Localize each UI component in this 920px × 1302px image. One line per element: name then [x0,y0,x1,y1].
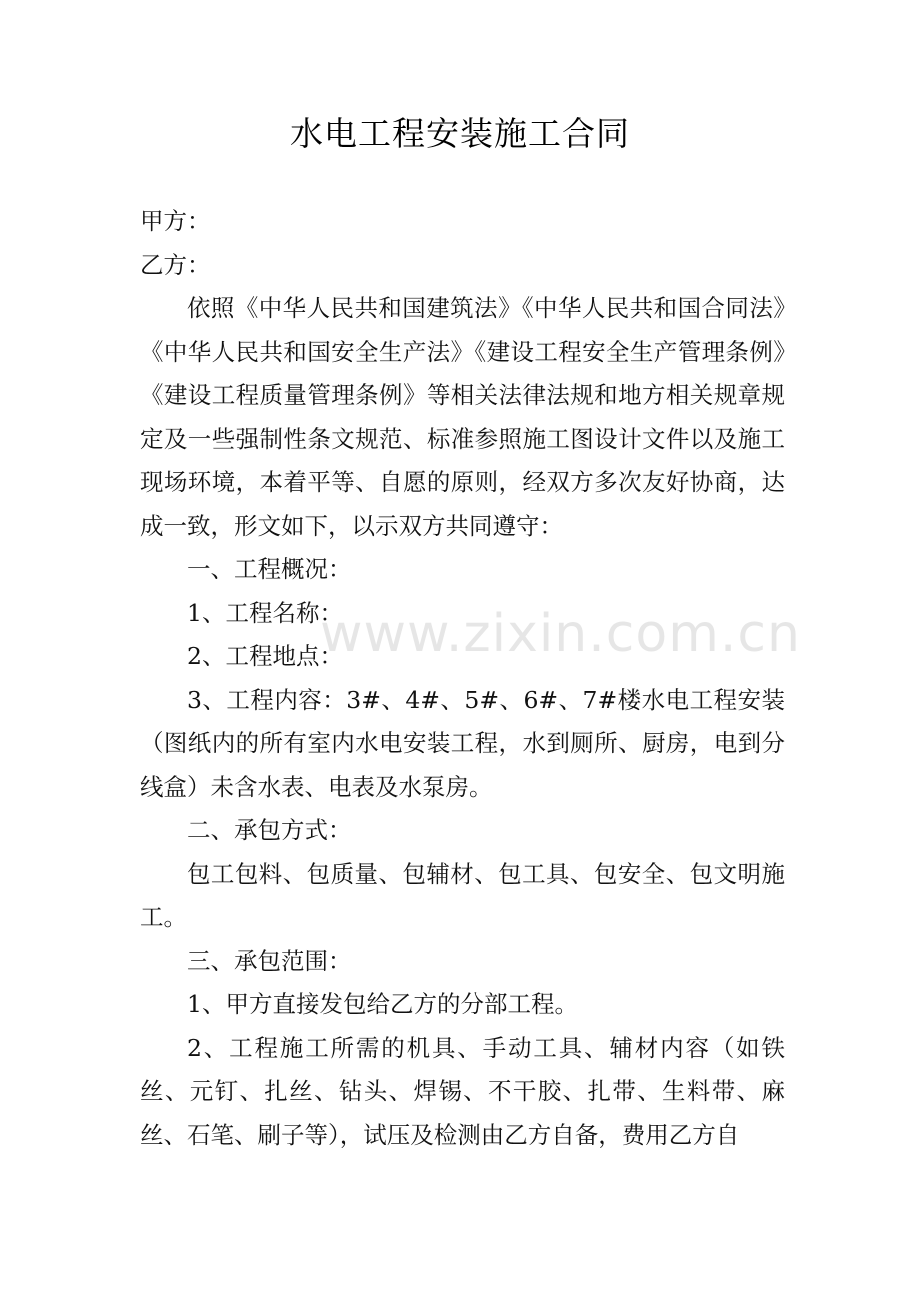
scope-item-1: 1、甲方直接发包给乙方的分部工程。 [187,990,578,1018]
project-location-line: 2、工程地点： [187,642,343,670]
watermark-text: www.zixin.com.cn [320,604,801,664]
contract-method-paragraph: 包工包料、包质量、包辅材、包工具、包安全、包文明施工。 [140,859,785,931]
preamble-paragraph: 依照《中华人民共和国建筑法》《中华人民共和国合同法》《中华人民共和国安全生产法》《建设工程安全生产管理条例》《建设工程质量管理条例》等相关法律法规和地方相关规章规定及一些强制性条文规范、标准参照施工图设计文件以及施工现场环境，本着平等、自愿的原则，经双方多次友好协商，达成一致，形文如下，以示双方共同遵守： [140,294,785,540]
document-body [140,200,785,1157]
project-name-line: 1、工程名称： [187,598,343,627]
party-a-line: 甲方： [140,207,211,235]
section-heading-contract-method: 二、承包方式： [187,816,352,844]
document-title: 水电工程安装施工合同 [290,114,630,153]
scope-item-2: 2、工程施工所需的机具、手动工具、辅材内容（如铁丝、元钉、扎丝、钻头、焊锡、不干胶、扎带、生料带、麻丝、石笔、刷子等），试压及检测由乙方自备，费用乙方自 [140,1033,785,1149]
party-b-line: 乙方： [140,250,211,279]
project-content-paragraph: 3、工程内容：3#、4#、5#、6#、7#楼水电工程安装（图纸内的所有室内水电安装工程，水到厕所、厨房，电到分线盒）未含水表、电表及水泵房。 [140,685,785,801]
section-heading-contract-scope: 三、承包范围： [187,946,352,975]
section-heading-project-overview: 一、工程概况： [187,555,352,583]
